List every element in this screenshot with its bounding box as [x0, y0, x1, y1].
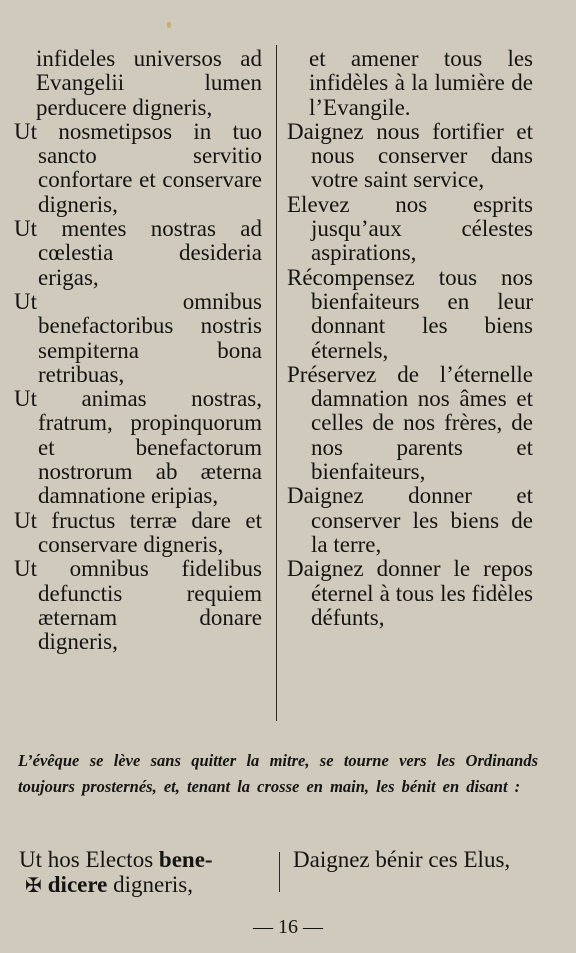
rubric-instruction: L’évêque se lève sans quitter la mitre, se tourne vers les Ordinands toujours prosternés, et, tenant la crosse en main, les bénit en disant : [18, 751, 538, 796]
latin-entry-0: infideles universos ad Evangelii lumen perducere digneris, [36, 46, 262, 120]
french-column [287, 47, 533, 630]
final-latin-line-1 [19, 848, 269, 873]
final-latin-bold-bene: bene- [158, 847, 213, 872]
french-entry-5: Daignez donner et conserver les biens de la terre, [287, 483, 533, 557]
page-number: — 16 — [253, 916, 323, 938]
final-latin-line-2 [19, 873, 269, 899]
final-column-divider [279, 852, 280, 892]
column-divider [276, 45, 277, 721]
french-entry-3: Récompensez tous nos bienfaiteurs en leur donnant les biens éternels, [287, 264, 533, 363]
cross-icon: ✠ [25, 874, 42, 897]
french-entry-2: Elevez nos esprits jusqu’aux célestes aspirations, [287, 191, 533, 266]
french-entry-0: et amener tous les infidèles à la lumière de l’Evangile. [309, 46, 533, 120]
latin-entry-5: Ut fructus terræ dare et conservare digneris, [14, 507, 262, 557]
latin-entry-1: Ut nosmetipsos in tuo sancto servitio confortare et conservare digneris, [14, 118, 262, 217]
french-entry-4: Préservez de l’éternelle damnation nos âmes et celles de nos frères, de nos parents et bienfaiteurs, [287, 361, 533, 485]
latin-entry-6: Ut omnibus fidelibus defunctis requiem æternam donare digneris, [14, 556, 262, 655]
final-latin-text-a: Ut hos Electos [19, 847, 159, 872]
final-latin-bold-dicere: dicere [47, 871, 108, 897]
latin-entry-4: Ut animas nostras, fratrum, propinquorum et benefactorum nostrorum ab æterna damnatione eripias, [14, 386, 262, 509]
final-latin-text-c: digneris, [107, 871, 193, 897]
paper-spot [167, 22, 171, 28]
final-french-text: Daignez bénir ces Elus, [293, 847, 511, 872]
final-french [293, 848, 535, 873]
french-entry-1: Daignez nous fortifier et nous conserver dans votre saint service, [287, 118, 533, 193]
latin-entry-2: Ut mentes nostras ad cœlestia desideria erigas, [14, 216, 262, 290]
french-entry-6: Daignez donner le repos éternel à tous les fidèles défunts, [287, 556, 533, 630]
final-latin [19, 848, 269, 898]
latin-column [14, 47, 262, 654]
latin-entry-3: Ut omnibus benefactoribus nostris sempiterna bona retribuas, [14, 288, 262, 387]
